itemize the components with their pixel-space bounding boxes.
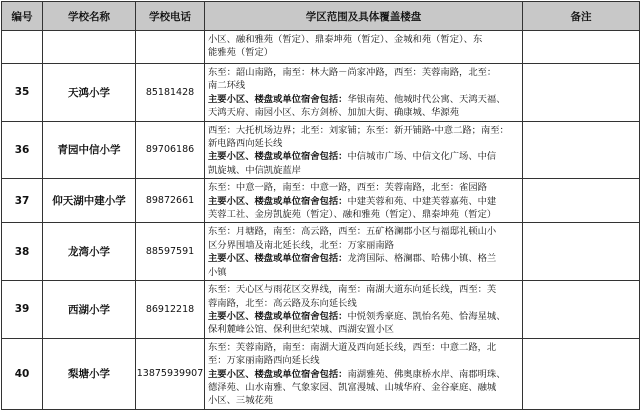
cell-scope — [205, 223, 523, 281]
scope-text: 小镇 — [208, 266, 227, 278]
table-row — [2, 281, 640, 339]
scope-line — [208, 79, 519, 92]
table-row — [2, 121, 640, 179]
table-row — [2, 338, 640, 409]
cell-school-name: 西湖小学 — [43, 281, 136, 339]
header-phone: 学校电话 — [136, 2, 205, 31]
scope-text: 南二环线 — [208, 80, 246, 92]
scope-line — [208, 93, 519, 106]
scope-line — [208, 354, 519, 367]
scope-line — [208, 323, 519, 336]
scope-text: 东至：月塘路，南至：高云路，西至：五矿格澜郡小区与福邸礼顿山小 — [208, 226, 497, 238]
cell-phone: 85181428 — [136, 64, 205, 122]
scope-text: 至：万家丽南路西向延长线 — [208, 355, 320, 367]
cell-school-name: 仰天湖中建小学 — [43, 179, 136, 223]
cell-num: 36 — [2, 121, 43, 179]
scope-line — [208, 283, 519, 296]
scope-text: 西至：大托机场边界；北至：刘家铺；东至：新开铺路-中意二路；南至： — [208, 124, 509, 136]
scope-text: 东至：韶山南路，南至：林大路－尚家冲路，西至：芙蓉南路，北至： — [208, 67, 497, 78]
cell-num: 39 — [2, 281, 43, 339]
scope-line — [208, 195, 519, 208]
cell-num: 35 — [2, 64, 43, 122]
scope-text: 东至：中意一路，南至：中意一路，西至：芙蓉南路，北至：雀园路 — [208, 182, 487, 194]
scope-text: 天鸿天府、南园小区、东方剑桥、加加大街、确康城、华源苑 — [208, 107, 460, 119]
cell-remark — [523, 338, 640, 409]
scope-text: 凯旋城、中信凯旋蓝岸 — [208, 164, 301, 176]
cell-school-name: 天鸿小学 — [43, 64, 136, 122]
scope-text: 中悦领秀豪庭、凯怡名苑、恰海星城、 — [347, 310, 506, 322]
cell-remark — [523, 121, 640, 179]
scope-text: 小区、融和雅苑（暂定）、鼎泰坤苑（暂定）、金城和苑（暂定）、东 — [208, 34, 483, 45]
cell-remark — [523, 31, 640, 64]
scope-highlight-label: 主要小区、楼盘或单位宿舍包括： — [208, 151, 348, 163]
cell-scope — [205, 179, 523, 223]
scope-line — [208, 297, 519, 310]
table-row — [2, 64, 640, 122]
cell-remark — [523, 281, 640, 339]
scope-highlight-label: 主要小区、楼盘或单位宿舍包括： — [208, 368, 348, 380]
cell-scope — [205, 281, 523, 339]
cell-remark — [523, 64, 640, 122]
scope-line — [208, 368, 519, 381]
cell-phone — [136, 31, 205, 64]
scope-text: 东至：芙蓉南路，南至：南湖大道及西向延长线，西至：中意二路，北 — [208, 341, 497, 353]
scope-text: 中建芙蓉和苑、中建芙蓉嘉苑、中建 — [347, 195, 497, 207]
header-num: 编号 — [2, 2, 43, 31]
cell-school-name — [43, 31, 136, 64]
cell-phone: 13875939907 — [136, 338, 205, 409]
scope-text: 中信城市广场、中信文化广场、中信 — [347, 151, 497, 163]
scope-text: 芙蓉工社、金房凯旋苑（暂定）、融和雅苑（暂定）、鼎泰坤苑（暂定） — [208, 209, 497, 221]
cell-school-name: 梨塘小学 — [43, 338, 136, 409]
scope-line — [208, 181, 519, 194]
cell-scope — [205, 338, 523, 409]
scope-highlight-label: 主要小区、楼盘或单位宿舍包括： — [208, 253, 348, 265]
scope-text: 新电路西向延长线 — [208, 138, 283, 150]
scope-line — [208, 225, 519, 238]
scope-text: 华银南苑、他城时代公寓、天鸿天福、 — [347, 93, 506, 105]
scope-line — [208, 46, 519, 59]
cell-remark — [523, 179, 640, 223]
table-row — [2, 223, 640, 281]
scope-text: 德泽苑、山水南雅、气象家园、凯富漫城、山城华府、金谷豪庭、融城 — [208, 381, 497, 393]
scope-text: 南湖雅苑、佛奥康桥水岸、南郡明珠、 — [347, 368, 506, 380]
cell-phone: 86912218 — [136, 281, 205, 339]
cell-school-name: 青园中信小学 — [43, 121, 136, 179]
table-header-row — [2, 2, 640, 31]
scope-text: 龙湾国际、格澜郡、哈佛小镇、格兰 — [347, 253, 497, 265]
scope-line — [208, 33, 519, 46]
scope-text: 区分界围墙及南北延长线，北至：万家丽南路 — [208, 239, 394, 251]
cell-scope — [205, 121, 523, 179]
cell-school-name: 龙湾小学 — [43, 223, 136, 281]
cell-num: 40 — [2, 338, 43, 409]
scope-line — [208, 341, 519, 354]
cell-num: 38 — [2, 223, 43, 281]
scope-text: 蓉南路，北至：高云路及东向延长线 — [208, 297, 357, 309]
scope-line — [208, 106, 519, 119]
scope-line — [208, 381, 519, 394]
table-body — [2, 31, 640, 410]
scope-text: 小区、三城花苑 — [208, 395, 274, 407]
cell-num: 37 — [2, 179, 43, 223]
scope-line — [208, 66, 519, 79]
scope-line — [208, 266, 519, 279]
table-row — [2, 179, 640, 223]
scope-text: 东至：天心区与雨花区交界线，南至：南湖大道东向延长线，西至：芙 — [208, 284, 497, 296]
scope-line — [208, 239, 519, 252]
scope-line — [208, 137, 519, 150]
header-scope: 学区范围及具体覆盖楼盘 — [205, 2, 523, 31]
cell-phone: 89706186 — [136, 121, 205, 179]
scope-highlight-label: 主要小区、楼盘或单位宿舍包括： — [208, 93, 348, 105]
scope-text: 能雅苑（暂定） — [208, 47, 274, 59]
scope-text: 保利麓峰公馆、保利世纪荣城、西湖安置小区 — [208, 324, 394, 336]
scope-highlight-label: 主要小区、楼盘或单位宿舍包括： — [208, 310, 348, 322]
scope-line — [208, 150, 519, 163]
cell-scope — [205, 64, 523, 122]
cell-scope — [205, 31, 523, 64]
cell-num — [2, 31, 43, 64]
scope-line — [208, 164, 519, 177]
scope-line — [208, 252, 519, 265]
table-row — [2, 31, 640, 64]
scope-line — [208, 208, 519, 221]
school-district-table — [1, 1, 640, 410]
cell-remark — [523, 223, 640, 281]
scope-line — [208, 310, 519, 323]
header-remark: 备注 — [523, 2, 640, 31]
header-school-name: 学校名称 — [43, 2, 136, 31]
scope-highlight-label: 主要小区、楼盘或单位宿舍包括： — [208, 195, 348, 207]
cell-phone: 88597591 — [136, 223, 205, 281]
scope-line — [208, 124, 519, 137]
cell-phone: 89872661 — [136, 179, 205, 223]
